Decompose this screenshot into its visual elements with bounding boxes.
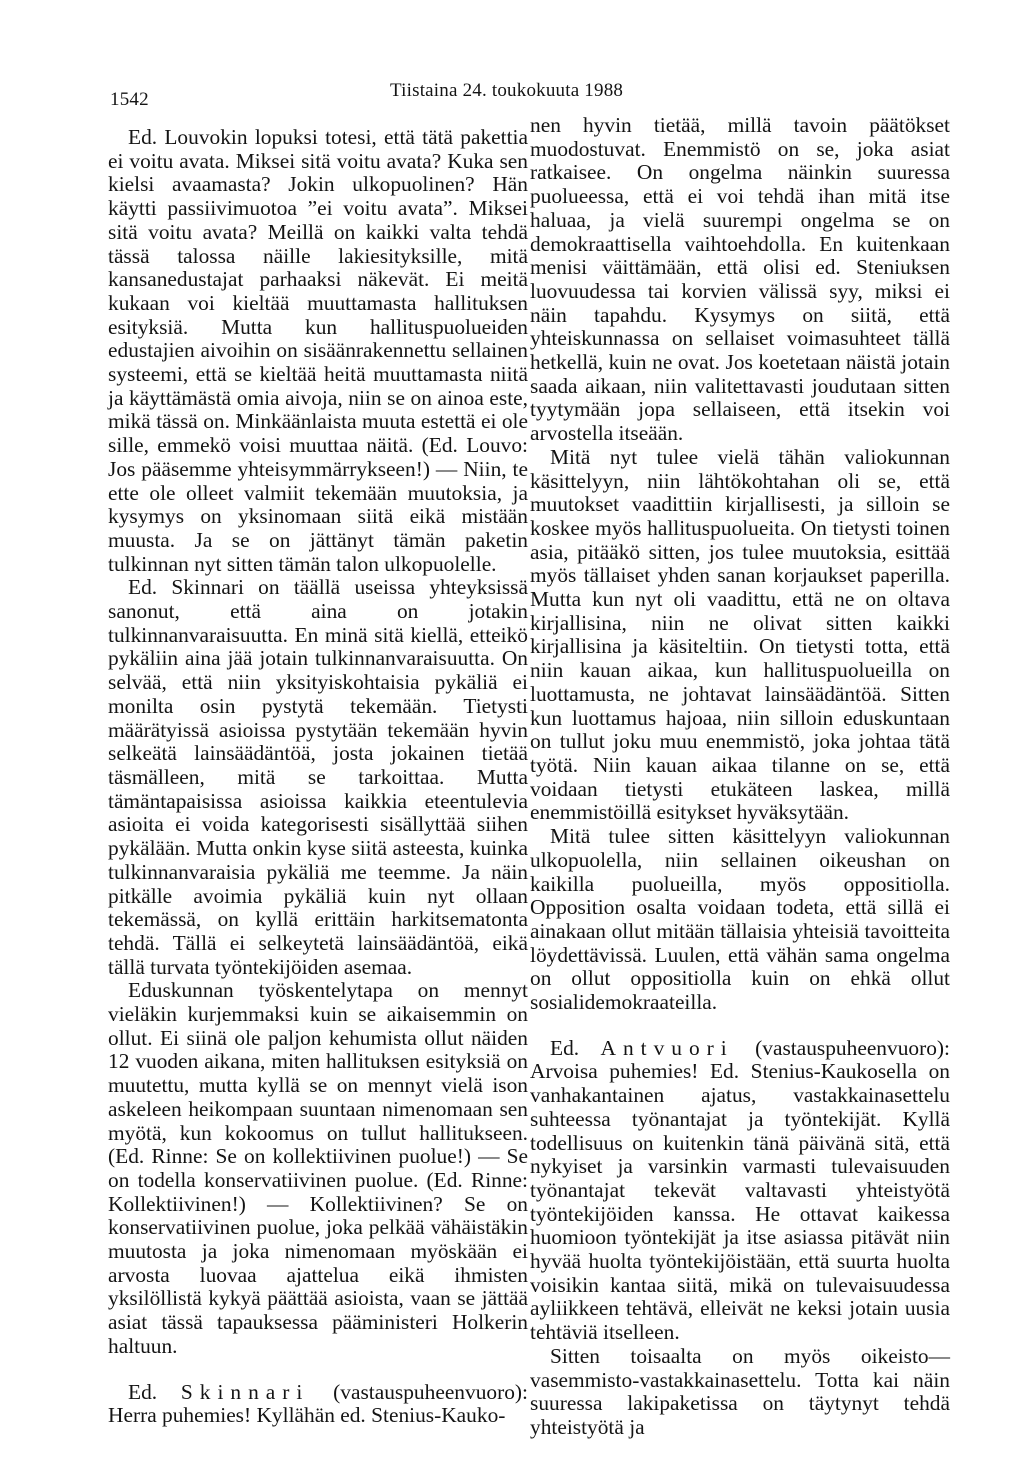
left-column: [108, 126, 528, 1428]
speaker-name: Antvuori: [600, 1035, 734, 1060]
speaker-text: (vastauspuheenvuoro): Arvoisa puhemies! Ed. Stenius-Kaukosella on vanhakantainen ajatus, vastakkainasettelu suhteessa työnantajat ja työntekijät. Kyllä todellisuus on kuitenkin tänä päivänä sitä, että nykyiset ja varsinkin varmasti tulevaisuuden työnantajat tekevät valtavasti yhteistyötä työntekijöiden kanssa. He ottavat kaikessa huomioon työntekijät ja itse asiassa pitävät niin hyvää huolta työntekijöistään, että suurta huolta voisikin kantaa siitä, mikä on tulevaisuudessa ayliikkeen tehtävä, elleivät ne keksi jotain uusia tehtäviä itselleen.: [530, 1035, 950, 1345]
running-title: Tiistaina 24. toukokuuta 1988: [390, 80, 624, 101]
paragraph: Eduskunnan työskentelytapa on mennyt vieläkin kurjemmaksi kuin se aikaisemmin on ollut. Ei siinä ole paljon kehumista ollut näiden 12 vuoden aikana, miten hallituksen esityksiä on muutettu, mutta kyllä se on mennyt vielä ison askeleen heikompaan suuntaan nimenomaan sen myötä, kun kokoomus on tullut hallitukseen. (Ed. Rinne: Se on kollektiivinen puolue!) — Se on todella konservatiivinen puolue. (Ed. Rinne: Kollektiivinen!) — Kollektiivinen? Se on konservatiivinen puolue, joka pelkää vähäistäkin muutosta ja joka nimenomaan myöskään ei arvosta luovaa ajattelua eikä ihmisten yksilöllistä kykyä päättää asioista, vaan se jättää asiat tässä tapauksessa pääministeri Holkerin haltuun.: [108, 978, 528, 1358]
speaker-prefix: Ed.: [550, 1035, 580, 1060]
paragraph: Ed. Louvokin lopuksi totesi, että tätä pakettia ei voitu avata. Miksei sitä voitu avata? Kuka sen kielsi avaamasta? Jokin ulkopuolinen? Hän käytti passiivimuotoa ”ei voitu avata”. Miksei sitä voitu avata? Meillä on kaikki valta tehdä tässä talossa näille lakiesityksille, mitä kansanedustajat parhaaksi näkevät. Ei meitä kukaan voi kieltää muuttamasta hallituksen esityksiä. Mutta kun hallituspuolueiden edustajien aivoihin on sisäänrakennettu sellainen systeemi, että se kieltää heitä muuttamasta niitä ja käyttämästä omia aivoja, niin se on ainoa este, mikä tässä on. Minkäänlaista muuta estettä ei ole sille, emmekö voisi muuttaa näitä. (Ed. Louvo: Jos pääsemme yhteisymmärrykseen!) — Niin, te ette ole olleet valmiit tekemään muutoksia, ja kysymys on yksinomaan siitä eikä mistään muusta. Ja se on jättänyt tämän paketin tulkinnan nyt sitten tämän talon ulkopuolelle.: [108, 125, 528, 576]
speaker-paragraph: [108, 1381, 528, 1428]
paragraph: nen hyvin tietää, millä tavoin päätökset muodostuvat. Enemmistö on se, joka asiat ratkaisee. On ongelma näinkin suuressa puolueessa, että ei voi tehdä ihan mitä itse haluaa, ja vielä suurempi ongelma se on demokraattisella vaihtoehdolla. En kuitenkaan menisi väittämään, että olisi ed. Steniuksen luovuudessa tai korvien välissä syy, miksi ei näin tapahdu. Kysymys on siitä, että yhteiskunnassa on sellaiset voimasuhteet tällä hetkellä, kuin ne ovat. Jos koetetaan näistä jotain saada aikaan, niin valitettavasti joudutaan sitten tyytymään jopa sellaiseen, että itsekin voi arvostella itseään.: [530, 113, 950, 446]
paragraph: Mitä tulee sitten käsittelyyn valiokunnan ulkopuolella, niin sellainen oikeushan on kaikilla puolueilla, myös oppositiolla. Opposition osalta voidaan todeta, että sillä ei ainakaan ollut mitään tällaisia yhteisiä tavoitteita löydettävissä. Luulen, että vähän sama ongelma on ollut oppositiolla kuin on ehkä ollut sosialidemokraateilla.: [530, 824, 950, 1015]
speaker-prefix: Ed.: [128, 1379, 158, 1404]
paragraph: Sitten toisaalta on myös oikeisto—vasemmisto-vastakkainasettelu. Totta kai näin suuressa lakipaketissa on täytynyt tehdä yhteistyötä ja: [530, 1343, 950, 1439]
speaker-paragraph: [530, 1037, 950, 1345]
paragraph: Ed. Skinnari on täällä useissa yhteyksissä sanonut, että aina on jotakin tulkinnanvaraisuutta. En minä sitä kiellä, etteikö pykäliin aina jää jotain tulkinnanvaraisuutta. On selvää, että niin yksityiskohtaisia pykäliä ei monilta osin pystytä tekemään. Tietysti määrätyissä asioissa pystytään tekemään hyvin selkeätä lainsäädäntöä, josta jokainen tietää täsmälleen, mitä se tarkoittaa. Mutta tämäntapaisissa asioissa kaikkia eteentulevia asioita ei voida kategorisesti sisällyttää siihen pykälään. Mutta onkin kyse siitä asteesta, kuinka tulkinnanvaraisia pykäliä me teemme. Ja näin pitkälle avoimia pykäliä kuin nyt ollaan tekemässä, on kyllä erittäin harkitsematonta tehdä. Tällä ei selkeytetä lainsäädäntöä, eikä tällä turvata työntekijöiden asemaa.: [108, 575, 528, 979]
paragraph: Mitä nyt tulee vielä tähän valiokunnan käsittelyyn, niin lähtökohtahan oli se, että muutokset vaadittiin kirjallisesti, ja silloin se koskee myös hallituspuolueita. On tietysti toinen asia, pitääkö sitten, jos tulee muutoksia, esittää myös tällaiset yhden sanan korjaukset paperilla. Mutta kun nyt oli vaadittu, että ne on oltava kirjallisina, niin ne olivat sitten kaikki kirjallisina ja käsiteltiin. On tietysti totta, että niin kauan aikaa, kun hallituspuolueilla on luottamusta, ne johtavat lainsäädäntöä. Sitten kun luottamus hajoaa, niin silloin eduskuntaan on tullut joku muu enemmistö, joka johtaa tätä työtä. Niin kauan aikaa tilanne on se, että voidaan tietysti etukäteen laskea, millä enemmistöillä esitykset hyväksytään.: [530, 444, 950, 825]
speaker-name: Skinnari: [180, 1379, 310, 1404]
speaker-text: (vastauspuheenvuoro): Herra puhemies! Kyllähän ed. Stenius-Kauko-: [108, 1379, 528, 1428]
page-number: 1542: [110, 89, 149, 110]
right-column: [530, 114, 950, 1440]
